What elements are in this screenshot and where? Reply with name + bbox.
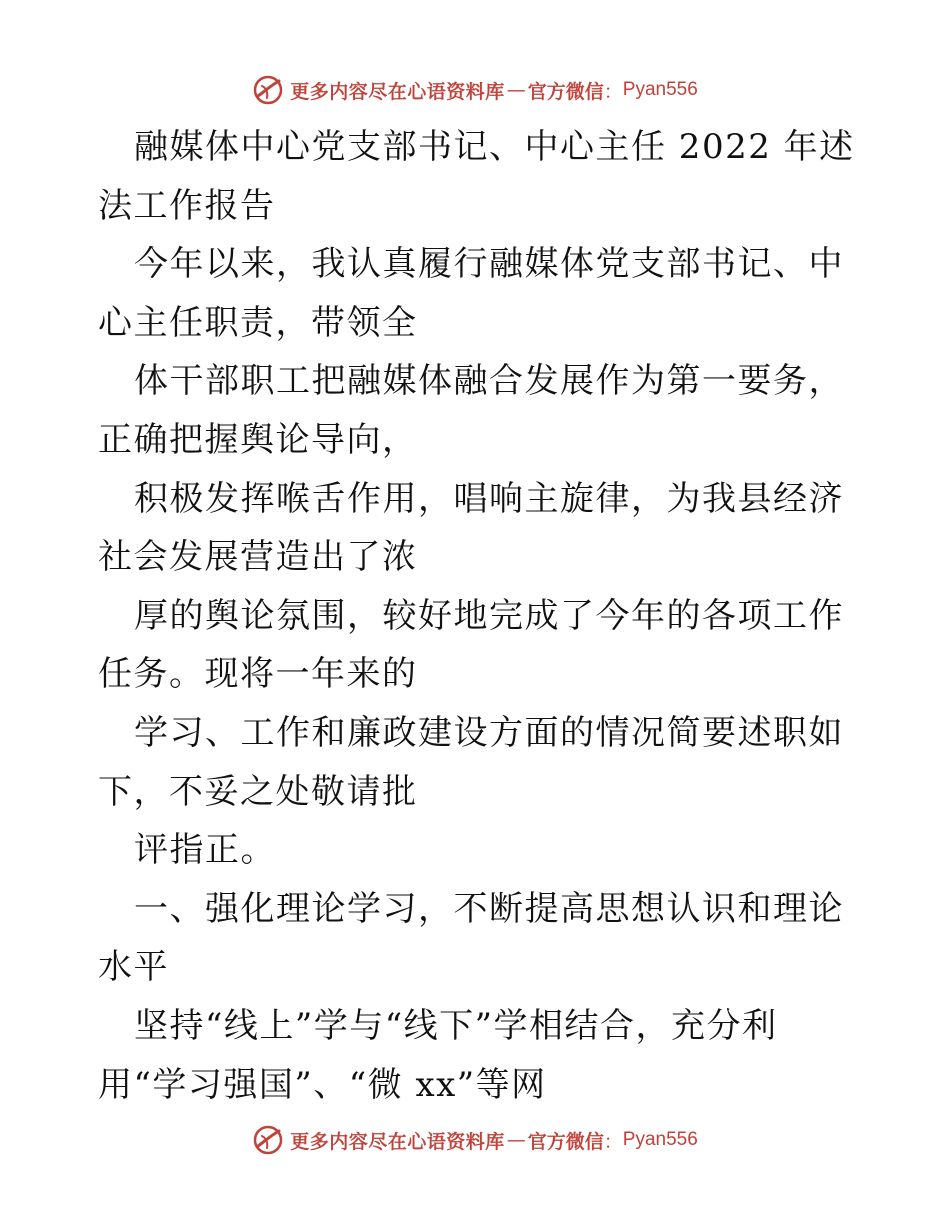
banner-promo-text: 更多内容尽在心语资料库 <box>290 80 505 103</box>
brush-logo-icon <box>252 1124 284 1156</box>
paragraph: 厚的舆论氛围，较好地完成了今年的各项工作任务。现将一年来的 <box>98 595 844 695</box>
banner-separator: ： <box>603 1130 623 1153</box>
paragraph: 评指正。 <box>134 830 276 871</box>
paragraph: 体干部职工把融媒体融合发展作为第一要务，正确把握舆论导向， <box>98 361 844 460</box>
footer-watermark-banner <box>0 1122 950 1158</box>
header-watermark-banner <box>0 72 950 108</box>
banner-wechat-label: 官方微信 <box>527 1130 604 1153</box>
banner-wechat-id: Pyan556 <box>622 1129 698 1150</box>
banner-dash: — <box>506 1129 526 1151</box>
banner-separator: ： <box>603 80 623 103</box>
document-title: 融媒体中心党支部书记、中心主任 2022 年述法工作报告 <box>98 127 855 226</box>
paragraph: 坚持“线上”学与“线下”学相结合，充分利用“学习强国”、“微 xx”等网 <box>98 1005 778 1105</box>
document-body <box>98 118 858 1114</box>
banner-wechat-label: 官方微信 <box>527 80 604 103</box>
brush-logo-icon <box>252 74 284 106</box>
paragraph: 积极发挥喉舌作用，唱响主旋律，为我县经济社会发展营造出了浓 <box>98 478 844 578</box>
banner-wechat-id: Pyan556 <box>622 79 698 100</box>
section-heading: 一、强化理论学习，不断提高思想认识和理论水平 <box>98 888 844 988</box>
paragraph: 今年以来，我认真履行融媒体党支部书记、中心主任职责，带领全 <box>98 244 844 343</box>
banner-promo-text: 更多内容尽在心语资料库 <box>290 1130 505 1153</box>
banner-dash: — <box>506 79 526 101</box>
paragraph: 学习、工作和廉政建设方面的情况简要述职如下，不妥之处敬请批 <box>98 712 844 812</box>
